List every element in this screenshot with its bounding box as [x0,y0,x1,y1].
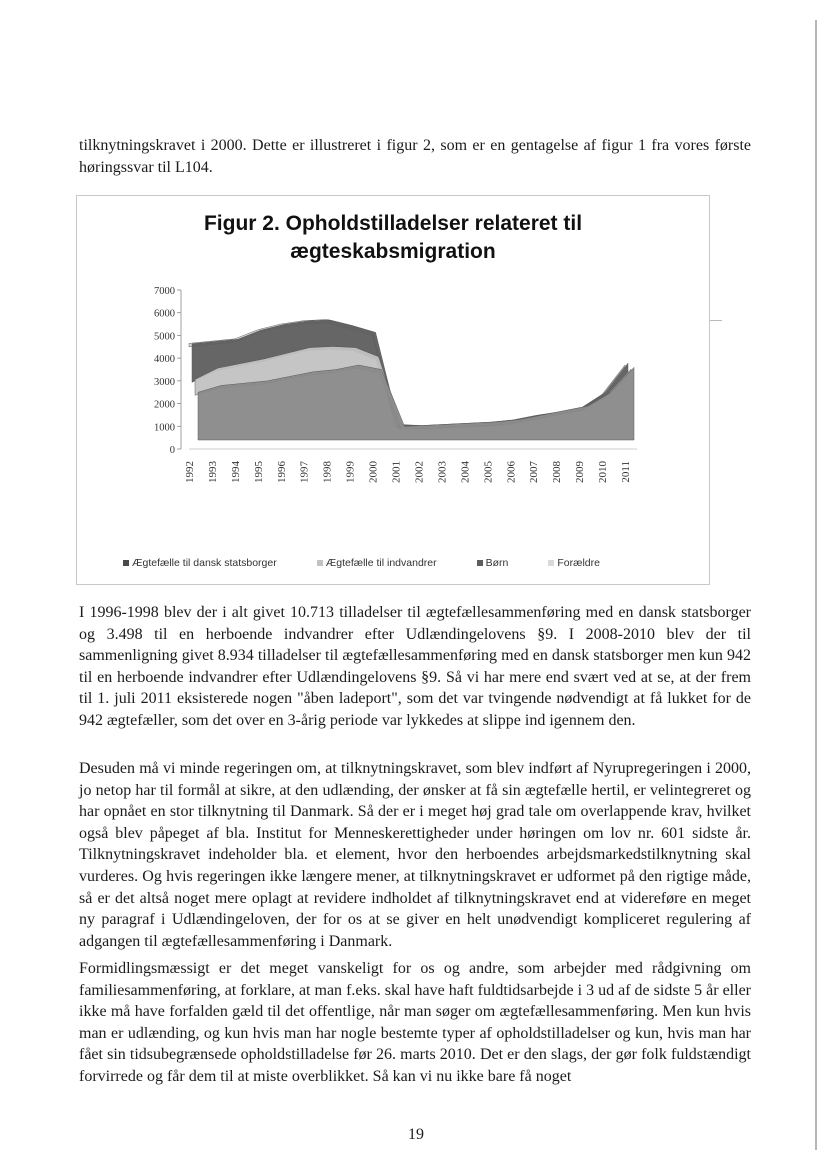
legend-swatch [317,560,323,566]
paragraph-3: Formidlingsmæssigt er det meget vanskeligt for os og andre, som arbejder med rådgivning om familiesammenføring, at forklare, at man f.eks. skal have haft fuldtidsarbejde i 3 ud af de sidste 5 år eller ikke må have forfalden gæld til det offentlige, når man søger om ægtefællesammenføring. Men kun hvis man er udlænding, og kun hvis man har nogle bestemte typer af opholdstilladelser og kun, hvis man har fået sin tidsubegrænsede opholdstilladelse før 26. marts 2010. Det er den slags, der gør folk fuldstændigt forvirrede og får dem til at miste overblikket. Så kan vi nu ikke bare få noget [79,960,751,1085]
y-tick-label: 2000 [154,399,175,411]
legend-item [123,557,277,569]
y-tick-label: 7000 [154,286,175,297]
legend-item [548,557,600,569]
y-tick-label: 3000 [154,376,175,388]
x-tick-label: 1995 [252,461,265,483]
area-chart [77,196,709,556]
y-tick-label: 4000 [154,354,175,366]
margin-mark [710,320,722,321]
x-tick-label: 2001 [390,461,403,483]
x-tick-label: 1998 [321,461,334,483]
chart-title-line-2: ægteskabsmigration [290,240,496,263]
legend-item [477,557,509,569]
x-tick-label: 1999 [344,461,357,483]
legend-swatch [123,560,129,566]
legend-label: Ægtefælle til indvandrer [325,557,437,569]
x-tick-label: 2002 [413,461,426,483]
x-tick-label: 1996 [275,461,288,483]
x-tick-label: 2005 [482,461,495,483]
x-tick-label: 2010 [597,461,610,483]
y-tick-label: 5000 [154,331,175,343]
x-tick-label: 2004 [459,461,472,483]
y-tick-label: 0 [169,445,175,456]
x-tick-label: 2003 [436,461,449,483]
page-number: 19 [408,1126,424,1143]
legend-label: Ægtefælle til dansk statsborger [132,557,277,569]
x-tick-label: 2000 [367,461,380,483]
x-tick-label: 1992 [184,461,196,483]
y-tick-label: 1000 [154,422,175,434]
x-tick-label: 2006 [505,461,518,483]
x-tick-label: 2007 [528,461,541,483]
y-tick-label: 6000 [154,308,175,320]
x-tick-label: 2008 [551,461,564,483]
legend-label: Børn [485,557,509,569]
legend-label: Forældre [557,557,600,569]
x-tick-label: 1997 [298,461,311,483]
legend-item [317,557,437,569]
x-tick-label: 2011 [620,461,632,483]
x-tick-label: 2009 [574,461,587,483]
figure-2 [76,195,710,585]
chart-title-line-1: Figur 2. Opholdstilladelser relateret til [203,212,583,235]
legend-swatch [548,560,554,566]
paragraph-2: Desuden må vi minde regeringen om, at tilknytningskravet, som blev indført af Nyrupregeringen i 2000, jo netop har til formål at sikre, at den udlænding, der ønsker at få sin ægtefælle hertil, er velintegreret og har opnået en stor tilknytning til Danmark. Så der er i meget høj grad tale om overlappende krav, hvilket også blev påpeget af bla. Institut for Menneskerettigheder under høringen om lov nr. 601 sidste år. Tilknytningskravet indeholder bla. et element, hvor den herboendes arbejdsmarkedstilknytning skal vurderes. Og hvis regeringen ikke længere mener, at tilknytningskravet er udformet på den rigtige måde, så er det altså noget mere oplagt at revidere indholdet af tilknytningskravet end at videreføre en meget ny paragraf i Udlændingeloven, der for os at se giver en helt unødvendigt kompliceret regulering af adgangen til ægtefællesammenføring i Danmark. [79,760,751,950]
legend-swatch [477,560,483,566]
x-tick-label: 1994 [229,461,242,483]
scan-edge [815,20,817,1150]
intro-paragraph: tilknytningskravet i 2000. Dette er illustreret i figur 2, som er en gentagelse af figur 1 fra vores første høringssvar til L104. [79,137,751,176]
paragraph-1: I 1996-1998 blev der i alt givet 10.713 tilladelser til ægtefællesammenføring med en dansk statsborger og 3.498 til en herboende indvandrer efter Udlændingelovens §9. I 2008-2010 blev der til sammenligning givet 8.934 tilladelser til ægtefællesammenføring med en dansk statsborger men kun 942 til en herboende indvandrer efter Udlændingelovens §9. Så vi har mere end svært ved at se, at der frem til 1. juli 2011 eksisterede nogen "åben ladeport", som det var tvingende nødvendigt at få lukket for de 942 ægtefæller, som det over en 3-årig periode var lykkedes at slippe ind igennem den. [79,604,751,729]
x-tick-label: 1993 [206,461,219,483]
chart-legend [123,557,703,569]
